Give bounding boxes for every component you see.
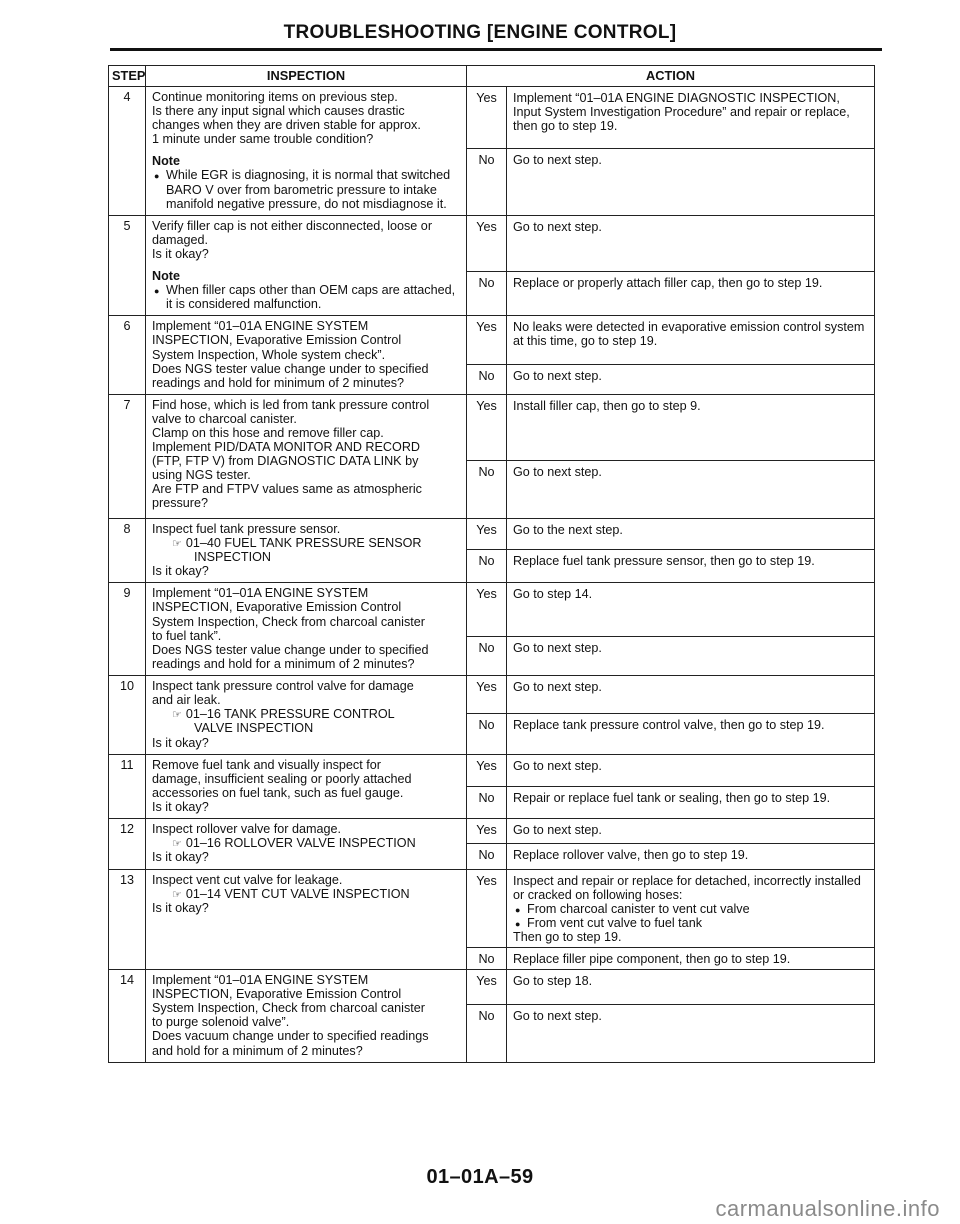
table-row: [109, 675, 875, 713]
inspection-text: to fuel tank”.: [152, 628, 222, 643]
no-label: No: [467, 549, 507, 583]
no-action: Replace rollover valve, then go to step 19.: [507, 844, 875, 869]
inspection-text: System Inspection, Check from charcoal canister: [152, 1001, 425, 1016]
action-text: Inspect and repair or replace for detached, incorrectly installed or cracked on following hoses:: [513, 873, 861, 902]
inspection-cell: [146, 215, 467, 316]
no-action: Replace filler pipe component, then go to step 19.: [507, 947, 875, 969]
inspection-text: damage, insufficient sealing or poorly attached: [152, 771, 412, 786]
reference-pointer-icon: ☞: [172, 888, 182, 901]
title-rule: [110, 48, 882, 51]
table-row: [109, 754, 875, 786]
table-row: [109, 819, 875, 844]
inspection-cell: [146, 394, 467, 518]
yes-action: Implement “01–01A ENGINE DIAGNOSTIC INSPECTION, Input System Investigation Procedure” and repair or replace, then go to step 19.: [507, 87, 875, 149]
yes-action: Go to next step.: [507, 754, 875, 786]
inspection-text: readings and hold for a minimum of 2 minutes?: [152, 656, 415, 671]
page-number: 01–01A–59: [426, 1166, 534, 1188]
inspection-text: accessories on fuel tank, such as fuel gauge.: [152, 785, 404, 800]
inspection-text: readings and hold for minimum of 2 minutes?: [152, 375, 405, 390]
inspection-cell: [146, 87, 467, 216]
inspection-text: Is it okay?: [152, 246, 209, 261]
column-header-step: STEP: [109, 66, 146, 87]
inspection-text: Continue monitoring items on previous step.: [152, 90, 398, 104]
no-label: No: [467, 1005, 507, 1063]
table-row: [109, 316, 875, 365]
step-number: 5: [109, 215, 146, 316]
table-row: [109, 518, 875, 549]
inspection-text: Inspect rollover valve for damage.: [152, 822, 341, 836]
reference-link[interactable]: [152, 836, 460, 850]
step-number: 12: [109, 819, 146, 870]
inspection-text: Find hose, which is led from tank pressure control: [152, 397, 430, 412]
table-row: [109, 87, 875, 149]
reference-pointer-icon: ☞: [172, 709, 182, 722]
step-number: 13: [109, 869, 146, 970]
step-number: 8: [109, 518, 146, 583]
column-header-inspection: INSPECTION: [146, 66, 467, 87]
inspection-text: Implement “01–01A ENGINE SYSTEM: [152, 586, 369, 601]
yes-label: Yes: [467, 869, 507, 947]
reference-text: INSPECTION: [194, 550, 271, 565]
no-label: No: [467, 148, 507, 215]
yes-action: Install filler cap, then go to step 9.: [507, 394, 875, 460]
inspection-text: Is it okay?: [152, 735, 209, 750]
inspection-cell: [146, 316, 467, 394]
inspection-text: pressure?: [152, 496, 209, 511]
step-number: 9: [109, 583, 146, 676]
inspection-cell: [146, 583, 467, 676]
inspection-text: Verify filler cap is not either disconnected, loose or: [152, 218, 433, 233]
yes-label: Yes: [467, 754, 507, 786]
table-row: [109, 869, 875, 947]
yes-label: Yes: [467, 87, 507, 149]
yes-label: Yes: [467, 583, 507, 637]
inspection-text: INSPECTION, Evaporative Emission Control: [152, 333, 402, 348]
note-label: Note: [152, 154, 180, 169]
inspection-text: System Inspection, Check from charcoal canister: [152, 614, 425, 629]
no-action: Go to next step.: [507, 365, 875, 395]
step-number: 11: [109, 754, 146, 818]
reference-text: 01–16 ROLLOVER VALVE INSPECTION: [185, 836, 416, 851]
reference-link[interactable]: [152, 707, 460, 721]
inspection-text: and air leak.: [152, 693, 221, 708]
inspection-text: Does NGS tester value change under to specified: [152, 361, 429, 376]
note-bullet: ● While EGR is diagnosing, it is normal that switched BARO V over from barometric pressure to intake manifold negative pressure, do not misdiagnose it.: [152, 168, 460, 210]
no-label: No: [467, 844, 507, 869]
troubleshooting-table: [108, 65, 875, 1063]
table-body: [109, 87, 875, 1063]
inspection-text: using NGS tester.: [152, 468, 251, 483]
step-number: 10: [109, 675, 146, 754]
inspection-text: System Inspection, Whole system check”.: [152, 347, 386, 362]
inspection-text: Is it okay?: [152, 799, 209, 814]
reference-text: 01–16 TANK PRESSURE CONTROL: [185, 707, 395, 722]
no-action: Go to next step.: [507, 460, 875, 518]
inspection-cell: [146, 970, 467, 1063]
reference-pointer-icon: ☞: [172, 537, 182, 550]
action-bullet: ● From vent cut valve to fuel tank: [513, 916, 868, 930]
inspection-text: damaged.: [152, 232, 209, 247]
yes-action: Go to next step.: [507, 215, 875, 271]
inspection-text: Does vacuum change under to specified readings: [152, 1029, 429, 1044]
inspection-text: Inspect fuel tank pressure sensor.: [152, 521, 341, 536]
inspection-text: Is it okay?: [152, 564, 209, 579]
inspection-text: changes when they are driven stable for approx.: [152, 118, 421, 133]
reference-text: 01–40 FUEL TANK PRESSURE SENSOR: [185, 535, 422, 550]
no-label: No: [467, 947, 507, 969]
action-text: Then go to step 19.: [513, 929, 622, 944]
no-action: Replace tank pressure control valve, then go to step 19.: [507, 714, 875, 755]
table-header-row: [109, 66, 875, 87]
yes-action: Go to next step.: [507, 819, 875, 844]
inspection-text: Is it okay?: [152, 900, 209, 915]
inspection-cell: [146, 675, 467, 754]
yes-action: Go to step 18.: [507, 970, 875, 1005]
inspection-text: INSPECTION, Evaporative Emission Control: [152, 600, 402, 615]
no-label: No: [467, 460, 507, 518]
step-number: 4: [109, 87, 146, 216]
inspection-text: Does NGS tester value change under to specified: [152, 642, 429, 657]
inspection-text: Inspect tank pressure control valve for damage: [152, 678, 414, 693]
yes-action: No leaks were detected in evaporative emission control system at this time, go to step 19.: [507, 316, 875, 365]
yes-label: Yes: [467, 819, 507, 844]
watermark: carmanualsonline.info: [715, 1196, 940, 1221]
yes-action: Go to next step.: [507, 675, 875, 713]
reference-text: 01–14 VENT CUT VALVE INSPECTION: [185, 886, 410, 901]
note-bullet: ● When filler caps other than OEM caps are attached, it is considered malfunction.: [152, 283, 460, 311]
inspection-text: to purge solenoid valve”.: [152, 1015, 290, 1030]
inspection-text: Implement “01–01A ENGINE SYSTEM: [152, 319, 369, 334]
no-action: Go to next step.: [507, 636, 875, 675]
no-label: No: [467, 271, 507, 316]
yes-label: Yes: [467, 394, 507, 460]
inspection-cell: [146, 518, 467, 583]
inspection-cell: [146, 819, 467, 870]
note-label: Note: [152, 269, 180, 284]
table-row: [109, 394, 875, 460]
no-label: No: [467, 636, 507, 675]
no-label: No: [467, 365, 507, 395]
inspection-text: Are FTP and FTPV values same as atmospheric: [152, 482, 422, 497]
inspection-text: Is there any input signal which causes drastic: [152, 104, 405, 119]
table-row: [109, 970, 875, 1005]
action-bullet: ● From charcoal canister to vent cut valve: [513, 902, 868, 916]
no-action: Go to next step.: [507, 1005, 875, 1063]
inspection-text: Implement PID/DATA MONITOR AND RECORD: [152, 440, 421, 455]
yes-label: Yes: [467, 316, 507, 365]
no-action: Replace fuel tank pressure sensor, then go to step 19.: [507, 549, 875, 583]
inspection-text: valve to charcoal canister.: [152, 411, 297, 426]
reference-link[interactable]: [152, 887, 460, 901]
no-label: No: [467, 714, 507, 755]
yes-action: Go to step 14.: [507, 583, 875, 637]
inspection-text: Inspect vent cut valve for leakage.: [152, 872, 343, 887]
column-header-action: ACTION: [467, 66, 875, 87]
yes-action: Go to the next step.: [507, 518, 875, 549]
reference-pointer-icon: ☞: [172, 838, 182, 851]
yes-label: Yes: [467, 215, 507, 271]
inspection-text: INSPECTION, Evaporative Emission Control: [152, 987, 402, 1002]
table-row: [109, 215, 875, 271]
yes-action: [507, 869, 875, 947]
inspection-text: (FTP, FTP V) from DIAGNOSTIC DATA LINK by: [152, 454, 419, 469]
step-number: 6: [109, 316, 146, 394]
inspection-cell: [146, 754, 467, 818]
inspection-text: 1 minute under same trouble condition?: [152, 132, 374, 147]
page-title: TROUBLESHOOTING [ENGINE CONTROL]: [283, 22, 677, 43]
inspection-text: and hold for a minimum of 2 minutes?: [152, 1043, 363, 1058]
inspection-text: Implement “01–01A ENGINE SYSTEM: [152, 973, 369, 988]
no-action: Go to next step.: [507, 148, 875, 215]
yes-label: Yes: [467, 518, 507, 549]
no-action: Repair or replace fuel tank or sealing, then go to step 19.: [507, 786, 875, 818]
inspection-cell: [146, 869, 467, 970]
no-action: Replace or properly attach filler cap, then go to step 19.: [507, 271, 875, 316]
reference-link[interactable]: [152, 536, 460, 550]
inspection-text: Remove fuel tank and visually inspect for: [152, 757, 381, 772]
no-label: No: [467, 786, 507, 818]
yes-label: Yes: [467, 675, 507, 713]
step-number: 7: [109, 394, 146, 518]
table-row: [109, 583, 875, 637]
reference-text: VALVE INSPECTION: [194, 721, 314, 736]
step-number: 14: [109, 970, 146, 1063]
inspection-text: Clamp on this hose and remove filler cap.: [152, 425, 384, 440]
yes-label: Yes: [467, 970, 507, 1005]
inspection-text: Is it okay?: [152, 850, 209, 865]
